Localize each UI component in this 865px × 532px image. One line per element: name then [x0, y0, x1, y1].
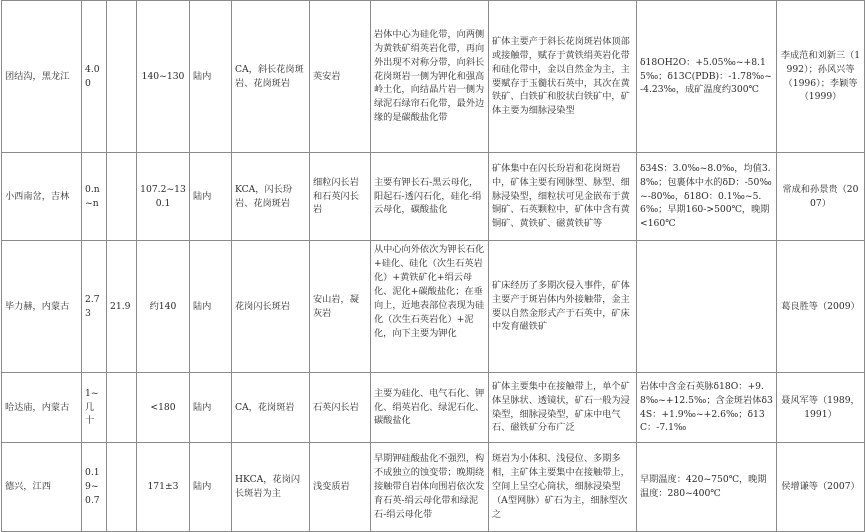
fluid-cell: δ34S：3.0‰~8.0‰，均值3.8‰；包裹体中水的δD：-50‰~-80‰，δ18O：0.1‰~5.6‰；早期160->500℃，晚期<160℃	[637, 153, 777, 241]
alteration-cell: 主要为硅化、电气石化、钾化、绢英岩化、绿泥石化、碳酸盐化	[371, 373, 489, 443]
alteration-cell: 主要有钾长石-黑云母化，阳起石-透闪石化，硅化-绢云母化，碳酸盐化	[371, 153, 489, 241]
fluid-cell: δ18OH2O：+5.05‰~+8.15‰；δ13C(PDB)：-1.78‰~-4.23‰，成矿温度约300℃	[637, 1, 777, 153]
intrusion-cell: HKCA，花岗闪长斑岩为主	[232, 443, 310, 532]
age-cell: 107.2~130.1	[137, 153, 190, 241]
grade-cell	[107, 1, 137, 153]
host-rock-cell: 安山岩，凝灰岩	[310, 241, 371, 373]
mineralization-cell: 矿体集中在闪长玢岩和花岗斑岩中，矿体主要有网脉型、脉型、细脉浸染型，细粒状可见金嵌布于黄铜矿、石英颗粒中，矿体中含有黄铜矿、黄铁矿、磁黄铁矿等	[489, 153, 637, 241]
host-rock-cell: 浅变质岩	[310, 443, 371, 532]
setting-cell: 陆内	[190, 373, 232, 443]
deposit-name: 团结沟，黑龙江	[2, 1, 82, 153]
age-cell: 171±3	[137, 443, 190, 532]
deposit-name: 毕力赫，内蒙古	[2, 241, 82, 373]
setting-cell: 陆内	[190, 1, 232, 153]
grade-cell	[107, 373, 137, 443]
intrusion-cell: 花岗闪长斑岩	[232, 241, 310, 373]
alteration-cell: 早期钾硅酸盐化不强烈，构不成独立的蚀变带；晚期绕接触带自岩体向围岩依次发育石英-绢云母化带和绿泥石-绢云母化带	[371, 443, 489, 532]
table-row	[2, 241, 865, 373]
host-rock-cell: 石英闪长岩	[310, 373, 371, 443]
fluid-cell: 早期温度：420~750℃，晚期温度：280~400℃	[637, 443, 777, 532]
mineralization-cell: 矿体主要产于斜长花岗斑岩体顶部或接触带，赋存于黄铁绢英岩化带和硅化带中，金以自然金为主，主要赋存于玉髓状石英中，其次在黄铁矿、白铁矿和胶状白铁矿中，矿体主要为细脉浸染型	[489, 1, 637, 153]
grade-cell: 21.9	[107, 241, 137, 373]
deposit-table	[1, 0, 865, 532]
reserve-cell: 1~几十	[82, 373, 107, 443]
reserve-cell: 0.n~n	[82, 153, 107, 241]
mineralization-cell: 矿体主要集中在接触带上，单个矿体呈脉状、透镜状，矿石一般为浸染型，细脉浸染型，矿床中电气石、磁铁矿分布广泛	[489, 373, 637, 443]
source-cell: 李成范和刘新三（1992）；孙风兴等（1996）；李颖等（1999）	[777, 1, 865, 153]
age-cell: 约140	[137, 241, 190, 373]
source-cell: 聂风军等（1989，1991）	[777, 373, 865, 443]
setting-cell: 陆内	[190, 241, 232, 373]
grade-cell	[107, 443, 137, 532]
reserve-cell: 0.19~0.7	[82, 443, 107, 532]
table-row	[2, 1, 865, 153]
reserve-cell: 4.00	[82, 1, 107, 153]
alteration-cell: 从中心向外依次为钾长石化+硅化、硅化（次生石英岩化）+黄铁矿化+绢云母化、泥化+碳酸盐化；在垂向上，近地表部位表现为硅化（次生石英岩化）+泥化，向下主要为钾化	[371, 241, 489, 373]
source-cell: 常成和孙景贵（2007）	[777, 153, 865, 241]
intrusion-cell: CA，斜长花岗斑岩、花岗斑岩	[232, 1, 310, 153]
host-rock-cell: 英安岩	[310, 1, 371, 153]
age-cell: 140~130	[137, 1, 190, 153]
deposit-name: 小西南岔，吉林	[2, 153, 82, 241]
intrusion-cell: KCA，闪长玢岩、花岗斑岩	[232, 153, 310, 241]
table-row	[2, 153, 865, 241]
table-row	[2, 443, 865, 532]
grade-cell	[107, 153, 137, 241]
age-cell: <180	[137, 373, 190, 443]
setting-cell: 陆内	[190, 443, 232, 532]
intrusion-cell: CA，花岗斑岩	[232, 373, 310, 443]
table-row	[2, 373, 865, 443]
alteration-cell: 岩体中心为硅化带，向两侧为黄铁矿绢英岩化带，再向外出现不对称分带，向斜长花岗斑岩一侧为钾化和强高岭土化，向结晶片岩一侧为绿泥石绿帘石化带，最外边缘的是碳酸盐化带	[371, 1, 489, 153]
deposit-name: 德兴，江西	[2, 443, 82, 532]
fluid-cell: 岩体中含金石英脉δ18O：+9.8‰~+12.5‰；含金斑岩体δ34S：+1.9‰~+2.6‰；δ13C：-7.1‰	[637, 373, 777, 443]
source-cell: 葛良胜等（2009）	[777, 241, 865, 373]
host-rock-cell: 细粒闪长岩和石英闪长岩	[310, 153, 371, 241]
mineralization-cell: 斑岩为小体积、浅侵位、多期多相，主矿体主要集中在接触带上，空间上呈空心筒状，细脉浸染型（A型网脉）矿石为主，细脉型次之	[489, 443, 637, 532]
reserve-cell: 2.73	[82, 241, 107, 373]
source-cell: 侯增谦等（2007）	[777, 443, 865, 532]
setting-cell: 陆内	[190, 153, 232, 241]
mineralization-cell: 矿床经历了多期次侵入事件，矿体主要产于斑岩体内外接触带，金主要以自然金形式产于石英中，矿床中发育磁铁矿	[489, 241, 637, 373]
deposit-name: 哈达庙，内蒙古	[2, 373, 82, 443]
fluid-cell	[637, 241, 777, 373]
